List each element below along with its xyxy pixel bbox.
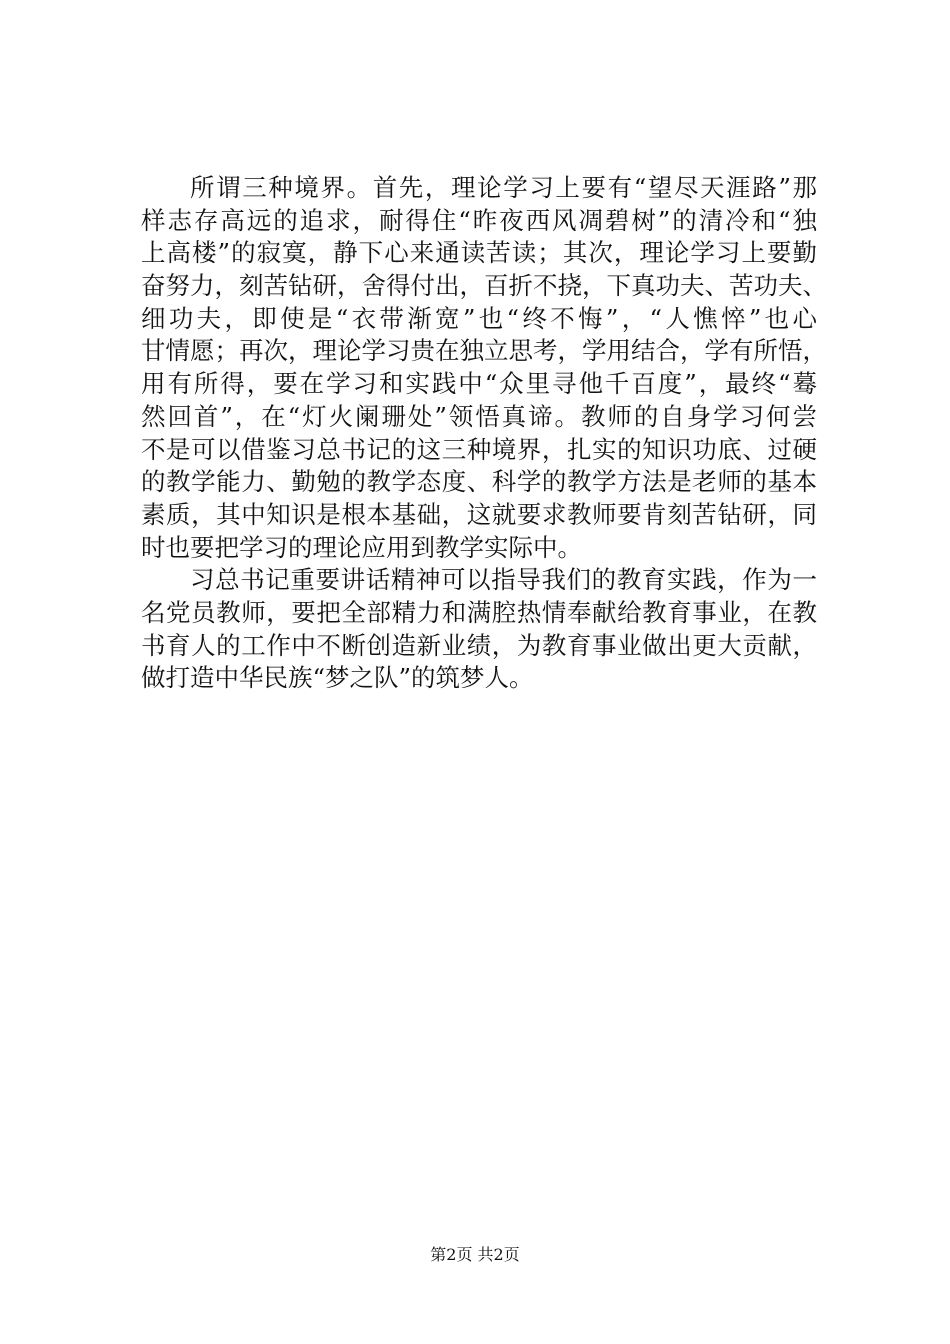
paragraph-line: 名党员教师，要把全部精力和满腔热情奉献给教育事业，在教	[141, 597, 817, 627]
paragraph-line: 不是可以借鉴习总书记的这三种境界，扎实的知识功底、过硬	[141, 434, 817, 464]
paragraph-line: 习总书记重要讲话精神可以指导我们的教育实践，作为一	[190, 565, 817, 595]
paragraph-line: 奋努力，刻苦钻研，舍得付出，百折不挠，下真功夫、苦功夫、	[141, 271, 827, 301]
document-body	[141, 172, 827, 695]
paragraph-1	[141, 172, 827, 564]
paragraph-line: 做打造中华民族“梦之队”的筑梦人。	[141, 663, 534, 693]
paragraph-line: 上高楼”的寂寞，静下心来通读苦读；其次，理论学习上要勤	[141, 238, 817, 268]
page-footer: 第2页 共2页	[430, 1245, 520, 1264]
paragraph-line: 用有所得，要在学习和实践中“众里寻他千百度”，最终“蓦	[141, 369, 817, 399]
paragraph-line: 然回首”，在“灯火阑珊处”领悟真谛。教师的自身学习何尝	[141, 401, 817, 431]
paragraph-line: 书育人的工作中不断创造新业绩，为教育事业做出更大贡献，	[141, 630, 817, 660]
paragraph-line: 时也要把学习的理论应用到教学实际中。	[141, 532, 582, 562]
paragraph-line: 所谓三种境界。首先，理论学习上要有“望尽天涯路”那	[190, 173, 817, 202]
paragraph-line: 细功夫，即使是“衣带渐宽”也“终不悔”，“人憔悴”也心	[141, 303, 817, 333]
paragraph-line: 素质，其中知识是根本基础，这就要求教师要肯刻苦钻研，同	[141, 499, 817, 529]
paragraph-line: 样志存高远的追求，耐得住“昨夜西风凋碧树”的清冷和“独	[141, 205, 817, 235]
paragraph-2	[141, 564, 817, 695]
paragraph-line: 的教学能力、勤勉的教学态度、科学的教学方法是老师的基本	[141, 467, 817, 497]
paragraph-line: 甘情愿；再次，理论学习贵在独立思考，学用结合，学有所悟，	[141, 336, 827, 366]
